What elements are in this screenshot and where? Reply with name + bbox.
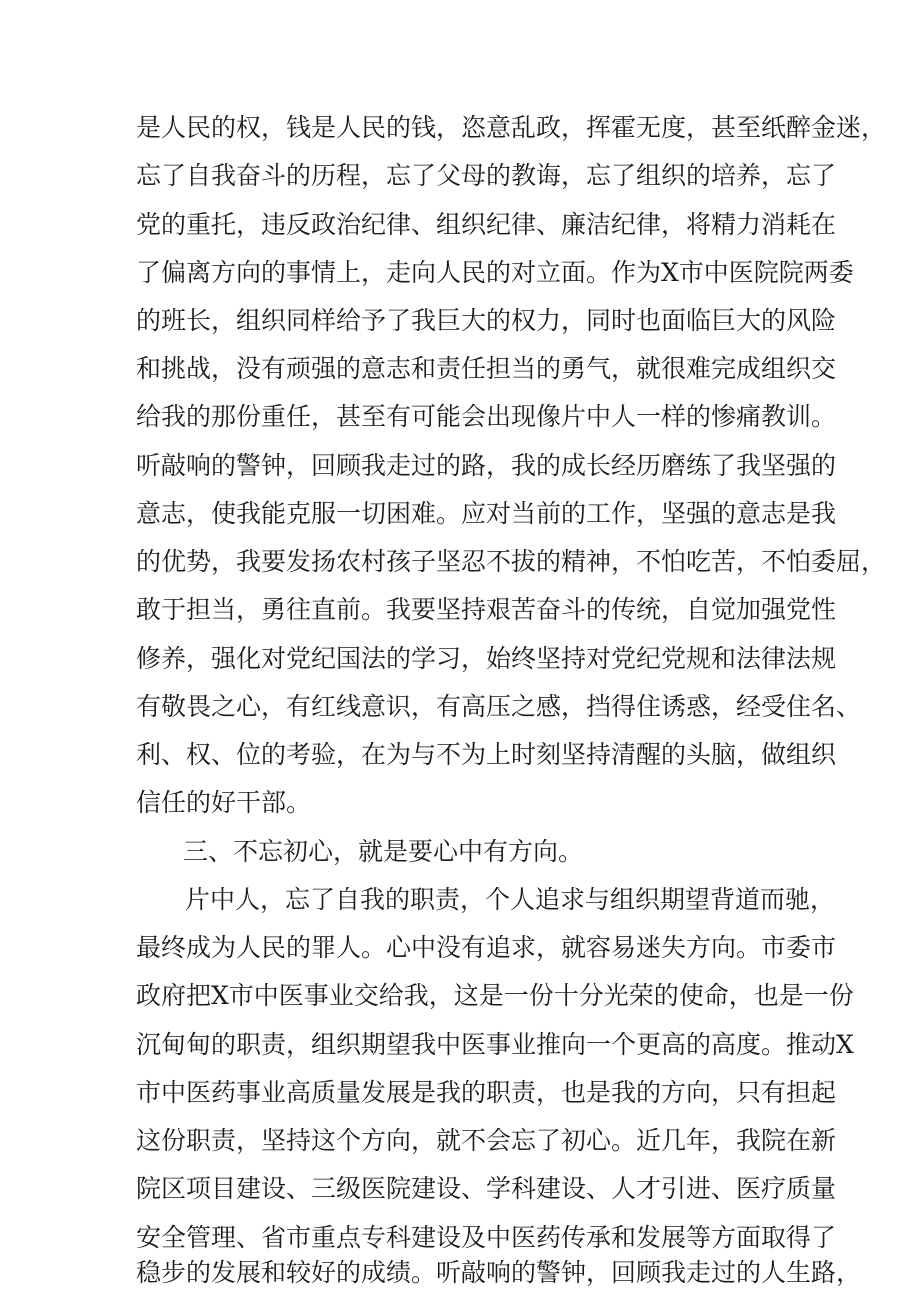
body-text-line: 政府把X市中医事业交给我，这是一份十分光荣的使命，也是一份 bbox=[136, 981, 854, 1010]
body-text-line: 安全管理、省市重点专科建设及中医药传承和发展等方面取得了 bbox=[136, 1223, 837, 1252]
body-text-line: 的优势，我要发扬农村孩子坚忍不拔的精神，不怕吃苦，不怕委屈， bbox=[136, 547, 887, 576]
body-text-line: 了偏离方向的事情上，走向人民的对立面。作为X市中医院院两委 bbox=[136, 258, 854, 287]
body-text-line: 沉甸甸的职责，组织期望我中医事业推向一个更高的高度。推动X bbox=[136, 1030, 854, 1059]
body-text-line: 最终成为人民的罪人。心中没有追求，就容易迷失方向。市委市 bbox=[136, 933, 837, 962]
body-text-line: 给我的那份重任，甚至有可能会出现像片中人一样的惨痛教训。 bbox=[136, 402, 837, 431]
body-text-line: 利、权、位的考验，在为与不为上时刻坚持清醒的头脑，做组织 bbox=[136, 740, 837, 769]
body-text-line: 听敲响的警钟，回顾我走过的路，我的成长经历磨练了我坚强的 bbox=[136, 451, 837, 480]
section-heading: 三、不忘初心，就是要心中有方向。 bbox=[183, 837, 584, 866]
body-text-line: 和挑战，没有顽强的意志和责任担当的勇气，就很难完成组织交 bbox=[136, 354, 837, 383]
body-text-line: 有敬畏之心，有红线意识，有高压之感，挡得住诱惑，经受住名、 bbox=[136, 692, 862, 721]
body-text-line: 党的重托，违反政治纪律、组织纪律、廉洁纪律，将精力消耗在 bbox=[136, 210, 837, 239]
body-text-line: 这份职责，坚持这个方向，就不会忘了初心。近几年，我院在新 bbox=[136, 1126, 837, 1155]
body-text-line: 敢于担当，勇往直前。我要坚持艰苦奋斗的传统，自觉加强党性 bbox=[136, 595, 837, 624]
body-text-line: 修养，强化对党纪国法的学习，始终坚持对党纪党规和法律法规 bbox=[136, 644, 837, 673]
body-text-line: 院区项目建设、三级医院建设、学科建设、人才引进、医疗质量 bbox=[136, 1174, 837, 1203]
body-text-line: 的班长，组织同样给予了我巨大的权力，同时也面临巨大的风险 bbox=[136, 306, 837, 335]
body-text-line: 片中人，忘了自我的职责，个人追求与组织期望背道而驰， bbox=[185, 885, 836, 914]
body-text-line: 稳步的发展和较好的成绩。听敲响的警钟，回顾我走过的人生路， bbox=[136, 1258, 862, 1287]
body-text-line: 信任的好干部。 bbox=[136, 788, 312, 817]
body-text-line: 是人民的权，钱是人民的钱，恣意乱政，挥霍无度，甚至纸醉金迷， bbox=[136, 113, 887, 142]
body-text-line: 市中医药事业高质量发展是我的职责，也是我的方向，只有担起 bbox=[136, 1078, 837, 1107]
body-text-line: 意志，使我能克服一切困难。应对当前的工作，坚强的意志是我 bbox=[136, 499, 837, 528]
body-text-line: 忘了自我奋斗的历程，忘了父母的教诲，忘了组织的培养，忘了 bbox=[136, 161, 837, 190]
